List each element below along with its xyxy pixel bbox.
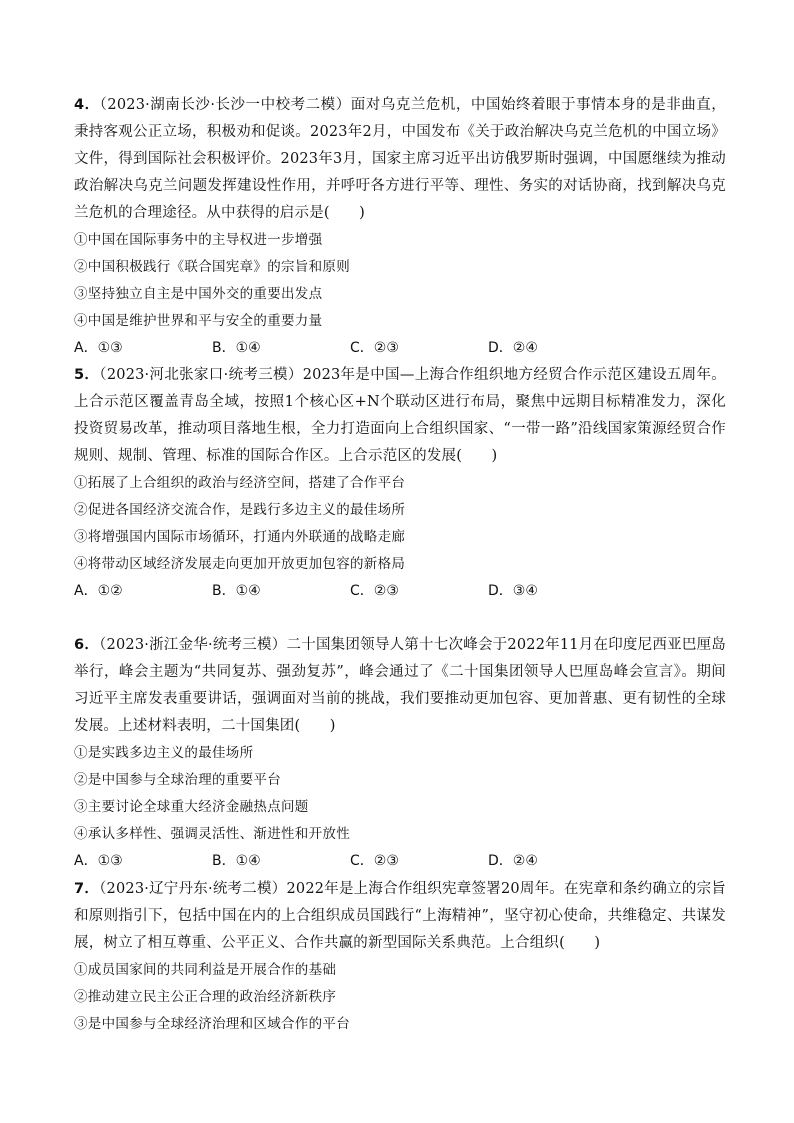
choice-b[interactable]: B．①④ [212, 340, 261, 356]
choice-b[interactable]: B．①④ [212, 853, 261, 869]
question-number: 6 [74, 637, 85, 653]
option-3: ③主要讨论全球重大经济金融热点问题 [74, 799, 309, 815]
choice-d[interactable]: D．②④ [488, 853, 538, 869]
choice-c[interactable]: C．②③ [350, 583, 399, 599]
question-source: （2023·浙江金华·统考三模） [99, 637, 287, 653]
question-stem: 7．（2023·辽宁丹东·统考二模）2022年是上海合作组织宪章签署20周年。在宪章和条约确立的宗旨和原则指引下，包括中国在内的上合组织成员国践行“上海精神”，坚守初心使命，共维稳定、共谋发展，树立了相互尊重、公平正义、合作共赢的新型国际关系典范。上合组织( ) [74, 881, 727, 951]
question-source: （2023·辽宁丹东·统考二模） [99, 881, 287, 897]
option-1: ①成员国家间的共同利益是开展合作的基础 [74, 962, 337, 978]
question-7 [74, 876, 726, 1038]
option-3: ③将增强国内国际市场循环，打通内外联通的战略走廊 [74, 529, 406, 545]
question-5 [74, 362, 726, 605]
question-text: 二十国集团领导人第十七次峰会于2022年11月在印度尼西亚巴厘岛举行，峰会主题为“共同复苏、强劲复苏”，峰会通过了《二十国集团领导人巴厘岛峰会宣言》。期间习近平主席发表重要讲话，强调面对当前的挑战，我们要推动更加包容、更加普惠、更有韧性的全球发展。上述材料表明，二十国集团( ) [74, 637, 727, 734]
question-stem: 4．（2023·湖南长沙·长沙一中校考二模）面对乌克兰危机，中国始终着眼于事情本身的是非曲直，秉持客观公正立场，积极劝和促谈。2023年2月，中国发布《关于政治解决乌克兰危机的中国立场》文件，得到国际社会积极评价。2023年3月，国家主席习近平出访俄罗斯时强调，中国愿继续为推动政治解决乌克兰问题发挥建设性作用，并呼吁各方进行平等、理性、务实的对话协商，找到解决乌克兰危机的合理途径。从中获得的启示是( ) [74, 97, 727, 221]
question-text: 面对乌克兰危机，中国始终着眼于事情本身的是非曲直，秉持客观公正立场，积极劝和促谈。2023年2月，中国发布《关于政治解决乌克兰危机的中国立场》文件，得到国际社会积极评价。2023年3月，国家主席习近平出访俄罗斯时强调，中国愿继续为推动政治解决乌克兰问题发挥建设性作用，并呼吁各方进行平等、理性、务实的对话协商，找到解决乌克兰危机的合理途径。从中获得的启示是( ) [74, 97, 727, 221]
question-source: （2023·湖南长沙·长沙一中校考二模） [99, 97, 351, 113]
option-4: ④中国是维护世界和平与安全的重要力量 [74, 313, 323, 329]
answer-choices [74, 848, 726, 875]
option-2: ②促进各国经济交流合作，是践行多边主义的最佳场所 [74, 502, 406, 518]
question-text: 2023年是中国—上海合作组织地方经贸合作示范区建设五周年。上合示范区覆盖青岛全域，按照1个核心区+N个联动区进行布局，聚焦中远期目标精准发力，深化投资贸易改革，推动项目落地生根，全力打造面向上合组织国家、“一带一路”沿线国家策源经贸合作规则、规制、管理、标准的国际合作区。上合示范区的发展( ) [74, 367, 726, 464]
option-2: ②推动建立民主公正合理的政治经济新秩序 [74, 989, 337, 1005]
option-2: ②中国积极践行《联合国宪章》的宗旨和原则 [74, 259, 350, 275]
choice-a[interactable]: A．①③ [74, 853, 123, 869]
question-number: 4 [74, 97, 85, 113]
choice-c[interactable]: C．②③ [350, 853, 399, 869]
option-2: ②是中国参与全球治理的重要平台 [74, 772, 281, 788]
answer-choices [74, 578, 726, 605]
option-1: ①拓展了上合组织的政治与经济空间，搭建了合作平台 [74, 475, 406, 491]
choice-a[interactable]: A．①② [74, 583, 123, 599]
choice-d[interactable]: D．③④ [488, 583, 538, 599]
question-text: 2022年是上海合作组织宪章签署20周年。在宪章和条约确立的宗旨和原则指引下，包括中国在内的上合组织成员国践行“上海精神”，坚守初心使命，共维稳定、共谋发展，树立了相互尊重、公平正义、合作共赢的新型国际关系典范。上合组织( ) [74, 881, 727, 951]
option-1: ①中国在国际事务中的主导权进一步增强 [74, 232, 323, 248]
option-4: ④承认多样性、强调灵活性、渐进性和开放性 [74, 826, 350, 842]
question-4 [74, 92, 726, 362]
question-number: 5 [74, 367, 85, 383]
question-stem: 5．（2023·河北张家口·统考三模）2023年是中国—上海合作组织地方经贸合作示范区建设五周年。上合示范区覆盖青岛全域，按照1个核心区+N个联动区进行布局，聚焦中远期目标精准发力，深化投资贸易改革，推动项目落地生根，全力打造面向上合组织国家、“一带一路”沿线国家策源经贸合作规则、规制、管理、标准的国际合作区。上合示范区的发展( ) [74, 367, 726, 464]
question-source: （2023·河北张家口·统考三模） [99, 367, 303, 383]
question-number: 7 [74, 881, 85, 897]
choice-c[interactable]: C．②③ [350, 340, 399, 356]
option-4: ④将带动区域经济发展走向更加开放更加包容的新格局 [74, 556, 406, 572]
choice-a[interactable]: A．①③ [74, 340, 123, 356]
question-6 [74, 632, 726, 875]
answer-choices [74, 335, 726, 362]
option-1: ①是实践多边主义的最佳场所 [74, 745, 254, 761]
option-3: ③坚持独立自主是中国外交的重要出发点 [74, 286, 323, 302]
question-stem: 6．（2023·浙江金华·统考三模）二十国集团领导人第十七次峰会于2022年11月在印度尼西亚巴厘岛举行，峰会主题为“共同复苏、强劲复苏”，峰会通过了《二十国集团领导人巴厘岛峰会宣言》。期间习近平主席发表重要讲话，强调面对当前的挑战，我们要推动更加包容、更加普惠、更有韧性的全球发展。上述材料表明，二十国集团( ) [74, 637, 727, 734]
choice-b[interactable]: B．①④ [212, 583, 261, 599]
choice-d[interactable]: D．②④ [488, 340, 538, 356]
option-3: ③是中国参与全球经济治理和区域合作的平台 [74, 1016, 350, 1032]
